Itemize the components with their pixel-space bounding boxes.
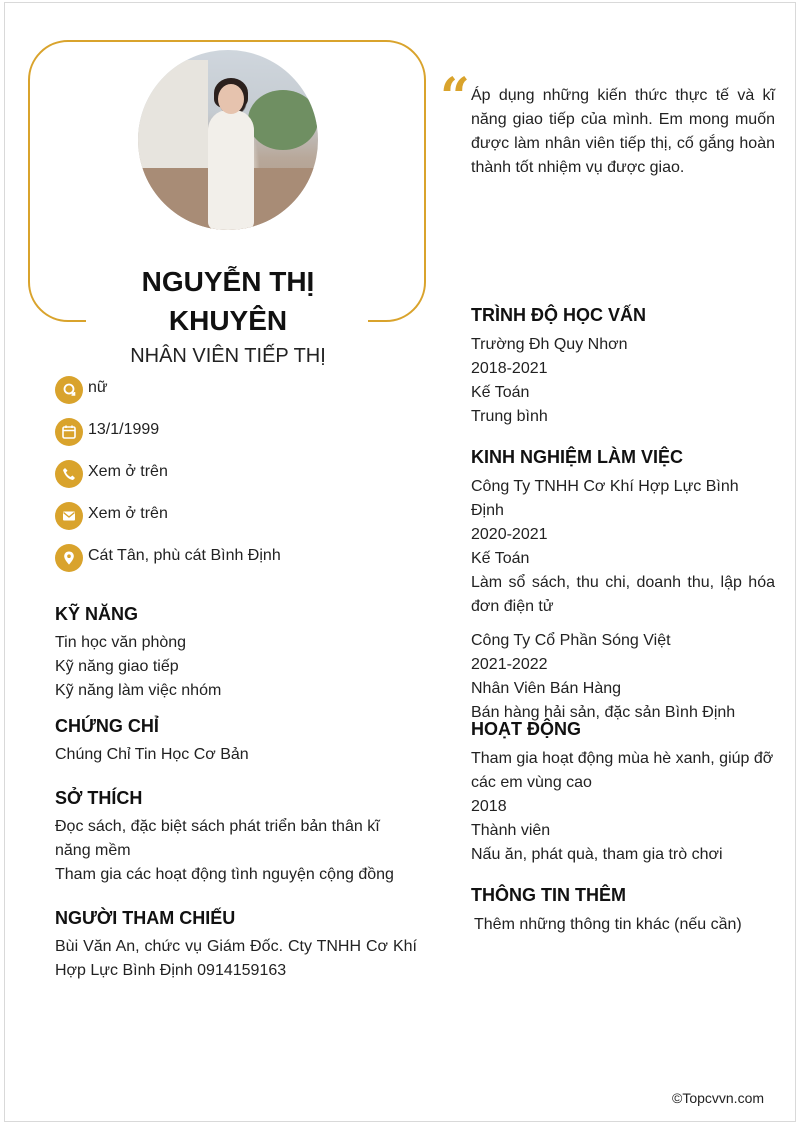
activity-role: Thành viên bbox=[471, 822, 551, 839]
activity-description: Nấu ăn, phát quà, tham gia trò chơi bbox=[471, 846, 723, 863]
contact-gender bbox=[55, 376, 425, 418]
quote-icon: “ bbox=[440, 67, 470, 128]
certificates-heading: CHỨNG CHỈ bbox=[55, 716, 159, 736]
job-company: Công Ty Cổ Phần Sóng Việt bbox=[471, 632, 671, 649]
education-major: Kế Toán bbox=[471, 384, 530, 401]
address-value: Cát Tân, phù cát Bình Định bbox=[88, 547, 281, 564]
additional-info-heading: THÔNG TIN THÊM bbox=[471, 885, 626, 905]
education-grade: Trung bình bbox=[471, 408, 548, 425]
copyright-text: ©Topcvvn.com bbox=[672, 1090, 765, 1106]
skill-item: Kỹ năng giao tiếp bbox=[55, 658, 179, 675]
birthday-value: 13/1/1999 bbox=[88, 421, 160, 438]
contact-address bbox=[55, 544, 425, 586]
calendar-icon bbox=[55, 418, 83, 446]
experience-section bbox=[471, 445, 775, 725]
certificates-section bbox=[55, 714, 417, 767]
education-period: 2018-2021 bbox=[471, 360, 548, 377]
job-position: Kế Toán bbox=[471, 550, 530, 567]
certificate-item: Chúng Chỉ Tin Học Cơ Bản bbox=[55, 746, 249, 763]
additional-info-section bbox=[471, 883, 775, 937]
contact-email bbox=[55, 502, 425, 544]
job-company: Công Ty TNHH Cơ Khí Hợp Lực Bình Định bbox=[471, 478, 739, 519]
email-value: Xem ở trên bbox=[88, 505, 168, 522]
job-period: 2021-2022 bbox=[471, 656, 548, 673]
job-description: Làm sổ sách, thu chi, doanh thu, lập hóa đơn điện tử bbox=[471, 574, 775, 615]
activity-name: Tham gia hoạt động mùa hè xanh, giúp đỡ các em vùng cao bbox=[471, 750, 774, 791]
email-icon bbox=[55, 502, 83, 530]
activities-section bbox=[471, 717, 775, 867]
contact-info bbox=[55, 376, 425, 586]
candidate-name: NGUYỄN THỊ KHUYÊN bbox=[141, 266, 315, 336]
hobbies-heading: SỞ THÍCH bbox=[55, 788, 143, 808]
hobby-item: Đọc sách, đặc biệt sách phát triển bản thân kĩ năng mềm bbox=[55, 818, 380, 859]
job-period: 2020-2021 bbox=[471, 526, 548, 543]
references-section bbox=[55, 906, 417, 983]
experience-item bbox=[471, 629, 775, 725]
phone-icon bbox=[55, 460, 83, 488]
skills-section bbox=[55, 602, 417, 703]
contact-birthday bbox=[55, 418, 425, 460]
education-section bbox=[471, 303, 775, 429]
gender-value: nữ bbox=[88, 379, 108, 396]
career-objective: Áp dụng những kiến thức thực tế và kĩ năng giao tiếp của mình. Em mong muốn được làm nhân viên tiếp thị, cố gắng hoàn thành tốt nhiệm vụ được giao. bbox=[471, 87, 775, 176]
contact-phone bbox=[55, 460, 425, 502]
references-heading: NGƯỜI THAM CHIẾU bbox=[55, 908, 236, 928]
job-position: Nhân Viên Bán Hàng bbox=[471, 680, 622, 697]
skill-item: Kỹ năng làm việc nhóm bbox=[55, 682, 222, 699]
profile-photo bbox=[138, 50, 318, 230]
location-icon bbox=[55, 544, 83, 572]
hobby-item: Tham gia các hoạt động tình nguyện cộng đồng bbox=[55, 866, 394, 883]
job-description: Bán hàng hải sản, đặc sản Bình Định bbox=[471, 704, 736, 721]
reference-text: Bùi Văn An, chức vụ Giám Đốc. Cty TNHH Cơ Khí Hợp Lực Bình Định 0914159163 bbox=[55, 938, 417, 979]
education-school: Trường Đh Quy Nhơn bbox=[471, 336, 628, 353]
additional-info-text: Thêm những thông tin khác (nếu cần) bbox=[474, 916, 742, 933]
gender-icon bbox=[55, 376, 83, 404]
skill-item: Tin học văn phòng bbox=[55, 634, 187, 651]
experience-item bbox=[471, 475, 775, 619]
hobbies-section bbox=[55, 786, 417, 887]
education-heading: TRÌNH ĐỘ HỌC VẤN bbox=[471, 305, 646, 325]
job-title: NHÂN VIÊN TIẾP THỊ bbox=[130, 345, 326, 367]
activities-heading: HOẠT ĐỘNG bbox=[471, 719, 581, 739]
phone-value: Xem ở trên bbox=[88, 463, 168, 480]
experience-heading: KINH NGHIỆM LÀM VIỆC bbox=[471, 447, 684, 467]
activity-year: 2018 bbox=[471, 798, 507, 815]
skills-heading: KỸ NĂNG bbox=[55, 604, 139, 624]
